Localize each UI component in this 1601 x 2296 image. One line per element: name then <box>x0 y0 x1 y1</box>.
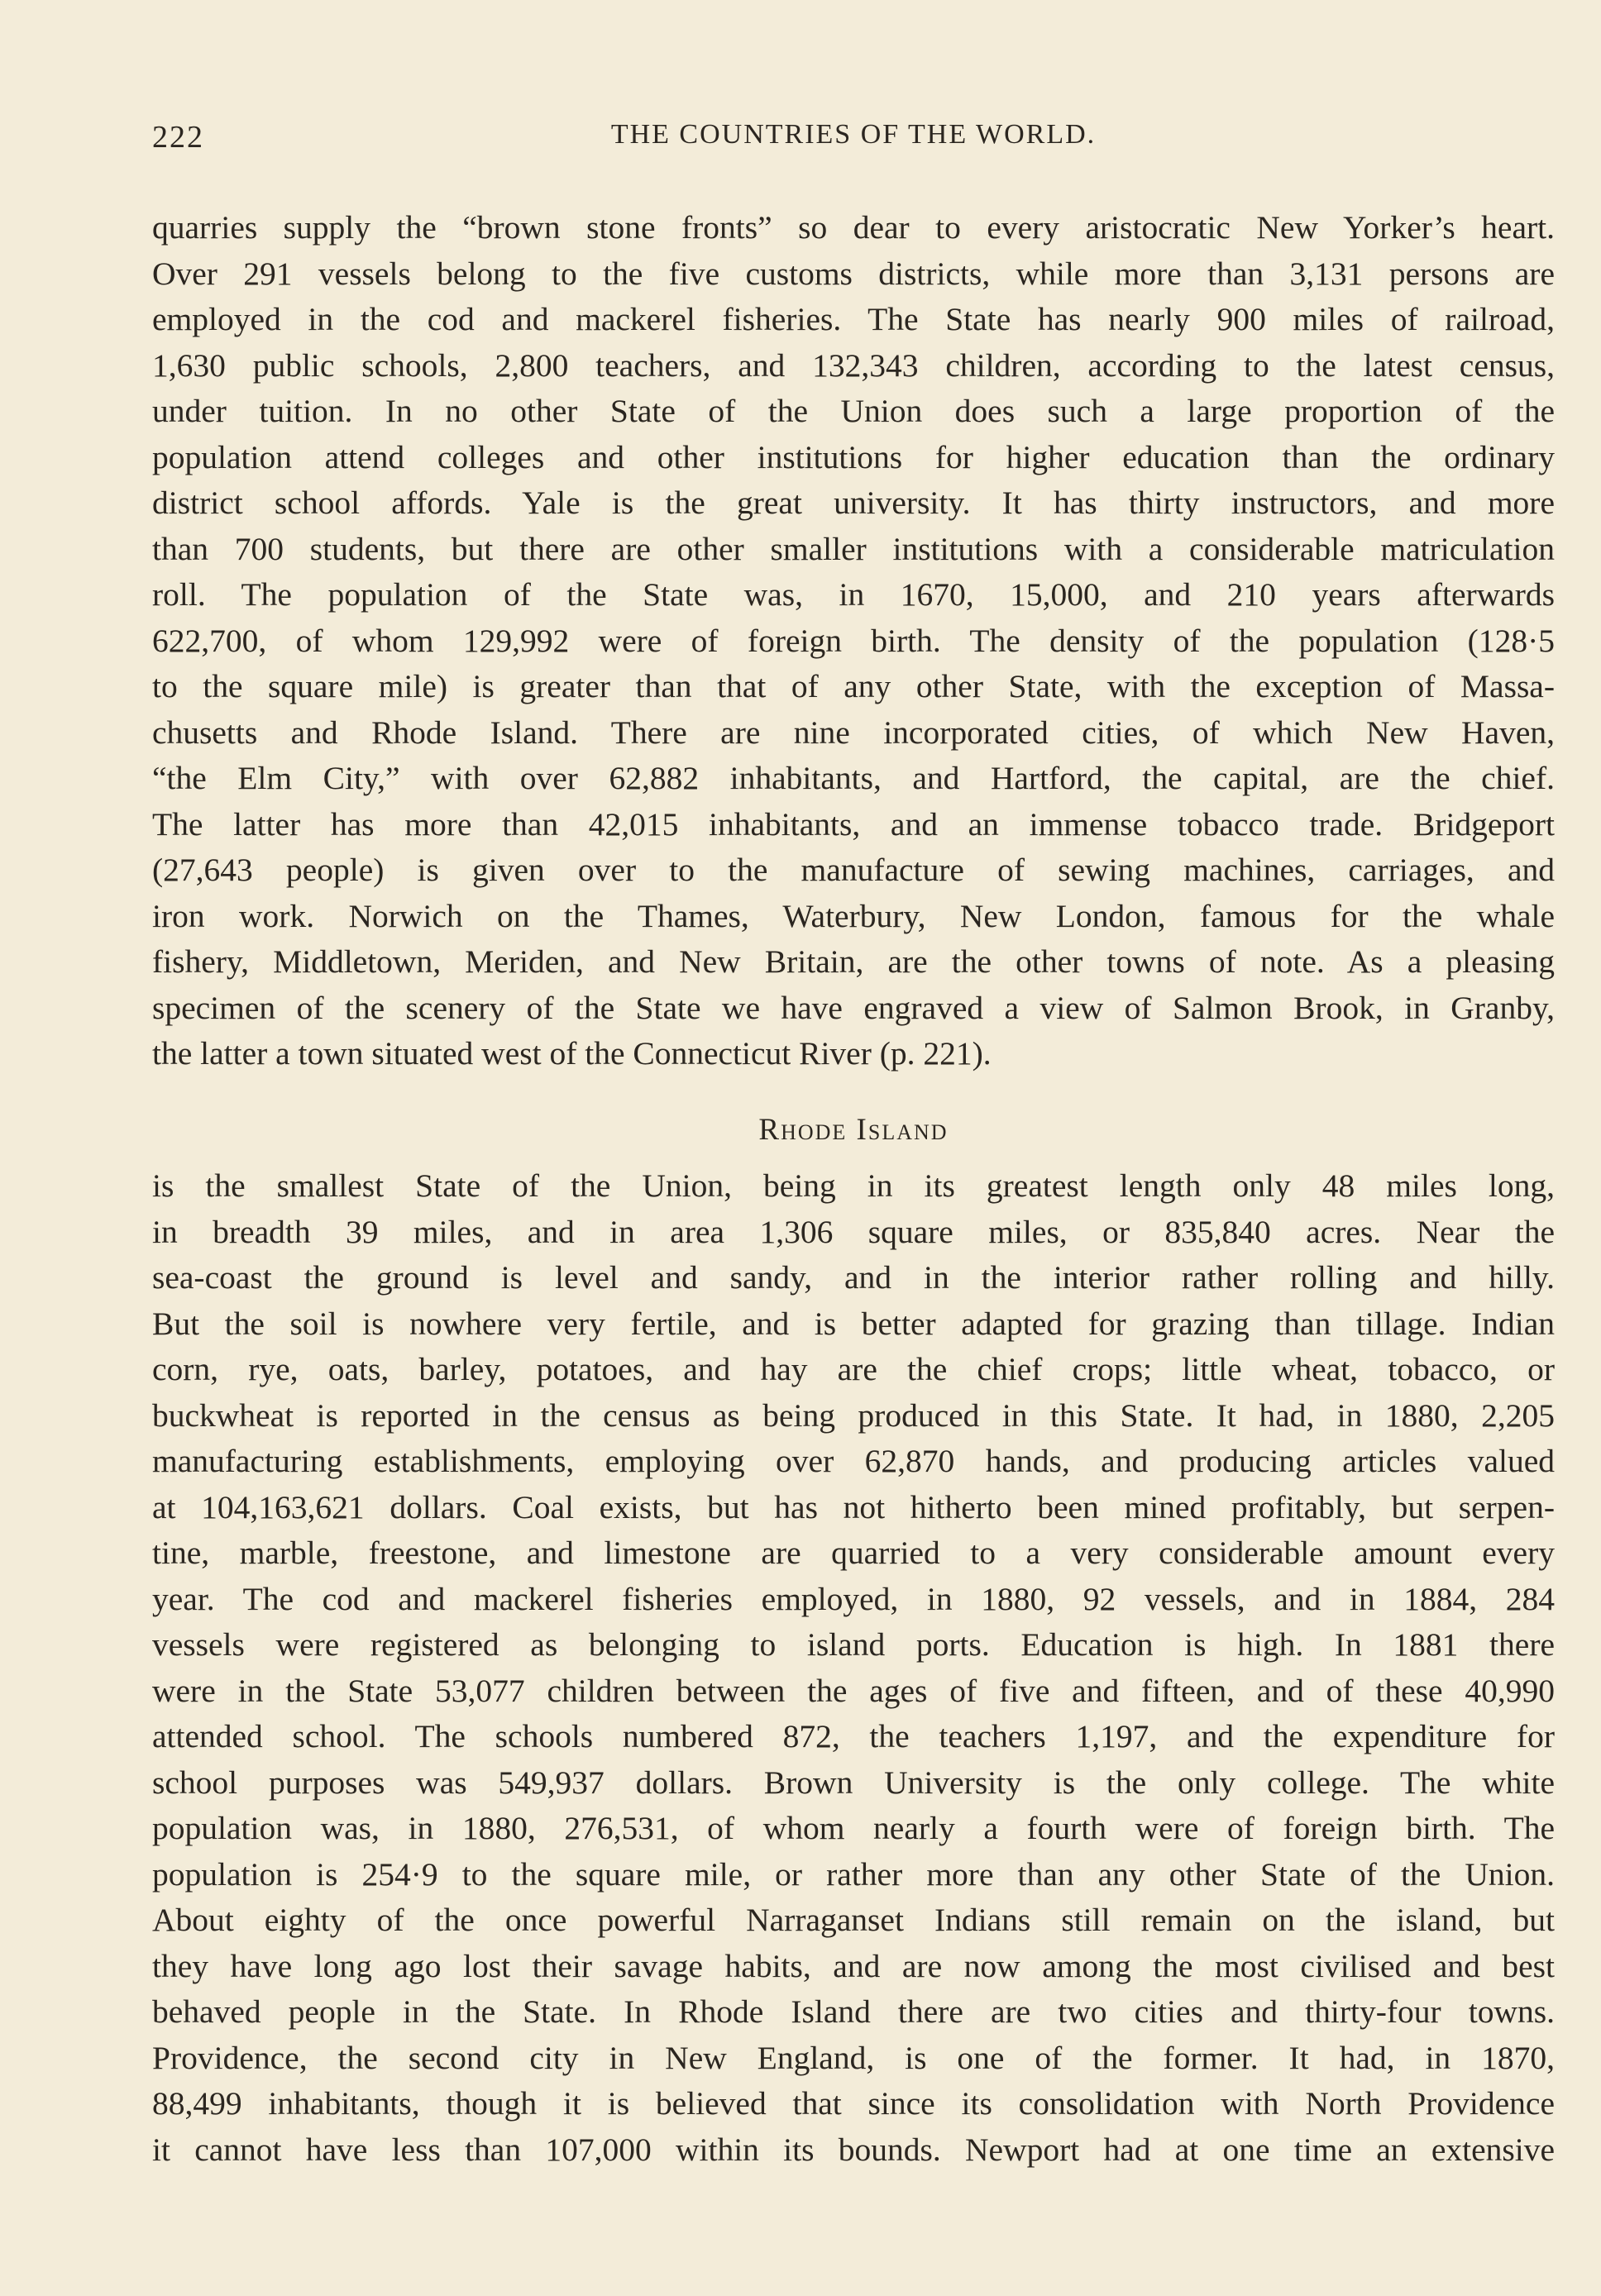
section-heading-rhode-island: Rhode Island <box>758 1113 949 1147</box>
text-line: Providence, the second city in New England, is one of the former. It had, in 1870, <box>152 2039 1555 2076</box>
text-line: behaved people in the State. In Rhode Island there are two cities and thirty-four towns. <box>152 1993 1555 2030</box>
text-line: Over 291 vessels belong to the five customs districts, while more than 3,131 persons are <box>152 255 1555 292</box>
text-line: roll. The population of the State was, in 1670, 15,000, and 210 years afterwards <box>152 576 1555 613</box>
text-line: 1,630 public schools, 2,800 teachers, and 132,343 children, according to the latest census, <box>152 346 1555 384</box>
text-line: iron work. Norwich on the Thames, Waterbury, New London, famous for the whale <box>152 897 1555 934</box>
text-line: But the soil is nowhere very fertile, and is better adapted for grazing than tillage. Indian <box>152 1305 1555 1342</box>
text-line: in breadth 39 miles, and in area 1,306 square miles, or 835,840 acres. Near the <box>152 1213 1555 1250</box>
running-title: THE COUNTRIES OF THE WORLD. <box>610 119 1097 150</box>
text-line: population was, in 1880, 276,531, of whom nearly a fourth were of foreign birth. The <box>152 1810 1555 1846</box>
text-line: (27,643 people) is given over to the manufacture of sewing machines, carriages, and <box>152 852 1555 888</box>
text-line: 622,700, of whom 129,992 were of foreign birth. The density of the population (128·5 <box>152 622 1555 659</box>
text-line: district school affords. Yale is the great university. It has thirty instructors, and more <box>152 484 1555 521</box>
text-line: it cannot have less than 107,000 within its bounds. Newport had at one time an extensive <box>152 2131 1555 2168</box>
text-line: “the Elm City,” with over 62,882 inhabitants, and Hartford, the capital, are the chief. <box>152 760 1555 796</box>
text-line: manufacturing establishments, employing over 62,870 hands, and producing articles valued <box>152 1443 1555 1479</box>
text-line: to the square mile) is greater than that of any other State, with the exception of Massa- <box>152 668 1555 704</box>
text-line: quarries supply the “brown stone fronts” so dear to every aristocratic New Yorker’s heart. <box>152 209 1555 246</box>
text-line: The latter has more than 42,015 inhabitants, and an immense tobacco trade. Bridgeport <box>152 805 1555 843</box>
text-line: the latter a town situated west of the Connecticut River (p. 221). <box>152 1035 992 1072</box>
text-line: population attend colleges and other institutions for higher education than the ordinary <box>152 438 1555 475</box>
text-line: employed in the cod and mackerel fisheries. The State has nearly 900 miles of railroad, <box>152 301 1555 337</box>
text-line: sea-coast the ground is level and sandy, and in the interior rather rolling and hilly. <box>152 1259 1555 1296</box>
text-line: tine, marble, freestone, and limestone are quarried to a very considerable amount every <box>152 1535 1555 1571</box>
text-line: attended school. The schools numbered 872, the teachers 1,197, and the expenditure for <box>152 1718 1555 1754</box>
text-line: corn, rye, oats, barley, potatoes, and hay are the chief crops; little wheat, tobacco, or <box>152 1351 1555 1387</box>
text-line: than 700 students, but there are other smaller institutions with a considerable matriculation <box>152 530 1555 567</box>
text-line: chusetts and Rhode Island. There are nine incorporated cities, of which New Haven, <box>152 714 1555 751</box>
text-line: under tuition. In no other State of the Union does such a large proportion of the <box>152 393 1555 429</box>
text-line: school purposes was 549,937 dollars. Brown University is the only college. The white <box>152 1764 1555 1801</box>
text-line: specimen of the scenery of the State we have engraved a view of Salmon Brook, in Granby, <box>152 989 1555 1026</box>
text-line: is the smallest State of the Union, being in its greatest length only 48 miles long, <box>152 1167 1555 1204</box>
text-line: at 104,163,621 dollars. Coal exists, but has not hitherto been mined profitably, but serpen- <box>152 1488 1555 1525</box>
text-line: vessels were registered as belonging to island ports. Education is high. In 1881 there <box>152 1626 1555 1663</box>
text-line: About eighty of the once powerful Narraganset Indians still remain on the island, but <box>152 1902 1555 1938</box>
text-line: population is 254·9 to the square mile, or rather more than any other State of the Union. <box>152 1855 1555 1893</box>
text-line: 88,499 inhabitants, though it is believed that since its consolidation with North Providence <box>152 2085 1555 2122</box>
text-line: buckwheat is reported in the census as being produced in this State. It had, in 1880, 2,205 <box>152 1396 1555 1434</box>
text-line: were in the State 53,077 children between the ages of five and fifteen, and of these 40,990 <box>152 1672 1555 1709</box>
text-line: fishery, Middletown, Meriden, and New Britain, are the other towns of note. As a pleasing <box>152 943 1555 980</box>
text-line: they have long ago lost their savage habits, and are now among the most civilised and best <box>152 1947 1555 1984</box>
running-head <box>152 119 1555 160</box>
page-number: 222 <box>152 120 204 155</box>
paragraph-rhode-island <box>152 1163 1555 2173</box>
paragraph-connecticut <box>152 205 1555 1077</box>
text-line: year. The cod and mackerel fisheries employed, in 1880, 92 vessels, and in 1884, 284 <box>152 1580 1555 1617</box>
